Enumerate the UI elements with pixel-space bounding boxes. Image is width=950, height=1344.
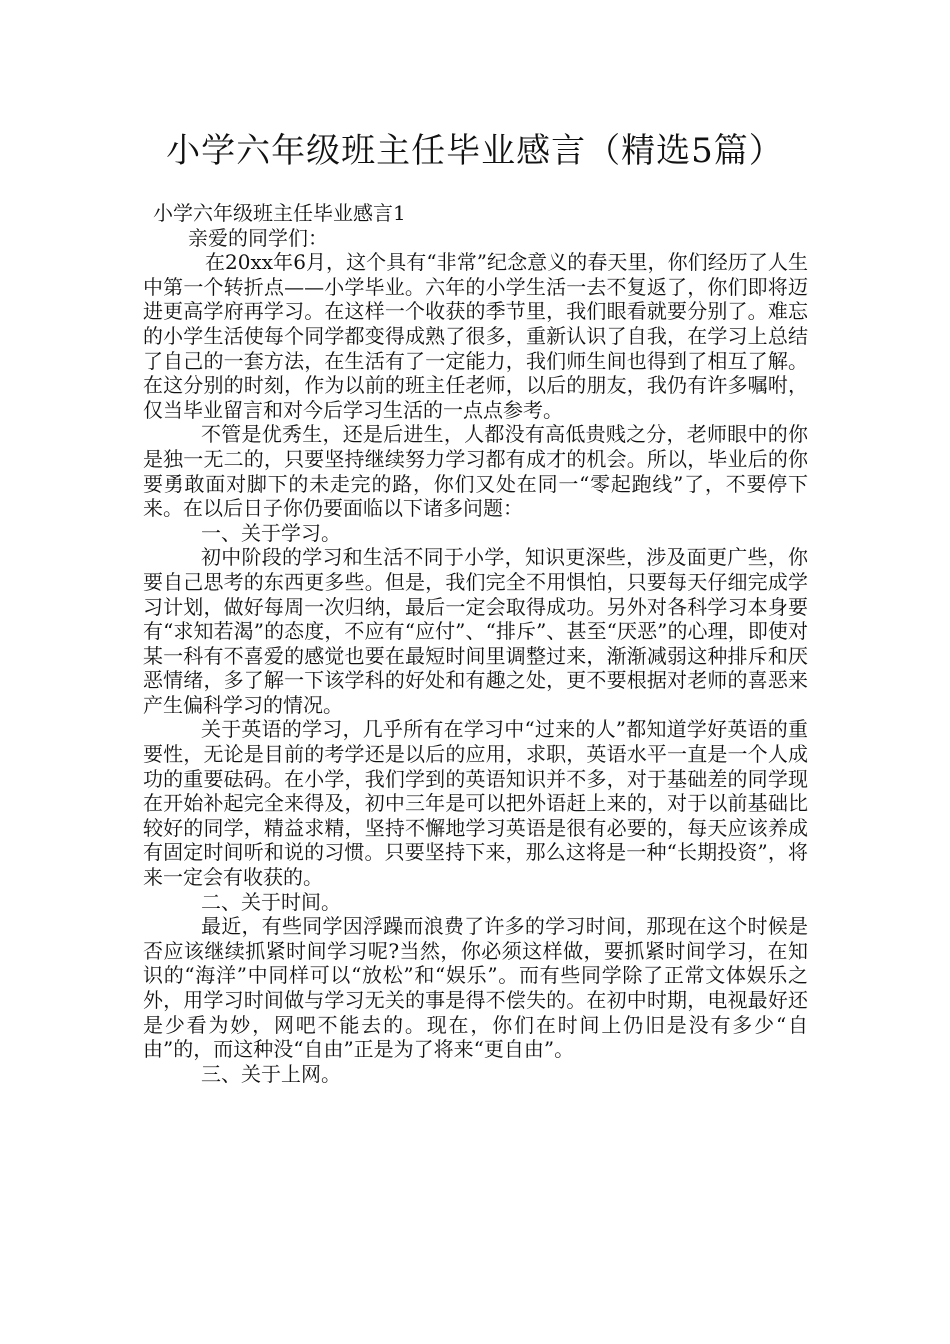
- body-paragraph: 关于英语的学习，几乎所有在学习中“过来的人”都知道学好英语的重要性，无论是目前的考学还是以后的应用，求职，英语水平一直是一个人成功的重要砝码。在小学，我们学到的英语知识并不多，对于基础差的同学现在开始补起完全来得及，初中三年是可以把外语赶上来的，对于以前基础比较好的同学，精益求精，坚持不懈地学习英语是很有必要的，每天应该养成有固定时间听和说的习惯。只要坚持下来，那么这将是一种“长期投资”，将来一定会有收获的。: [143, 717, 808, 890]
- section-heading-study: 一、关于学习。: [201, 520, 341, 545]
- document-title: 小学六年级班主任毕业感言（精选5篇）: [166, 131, 784, 171]
- body-paragraph: 初中阶段的学习和生活不同于小学，知识更深些，涉及面更广些，你要自己思考的东西更多些。但是，我们完全不用惧怕，只要每天仔细完成学习计划，做好每周一次归纳，最后一定会取得成功。另外对各科学习本身要有“求知若渴”的态度，不应有“应付”、“排斥”、甚至“厌恶”的心理，即使对某一科有不喜爱的感觉也要在最短时间里调整过来，渐渐减弱这种排斥和厌恶情绪，多了解一下该学科的好处和有趣之处，更不要根据对老师的喜恶来产生偏科学习的情况。: [143, 545, 808, 717]
- body-paragraph: 不管是优秀生，还是后进生，人都没有高低贵贱之分，老师眼中的你是独一无二的，只要坚持继续努力学习都有成才的机会。所以，毕业后的你要勇敢面对脚下的未走完的路，你们又处在同一“零起跑线”了，不要停下来。在以后日子你仍要面临以下诸多问题：: [143, 422, 808, 521]
- body-paragraph: 在20xx年6月，这个具有“非常”纪念意义的春天里，你们经历了人生中第一个转折点——小学毕业。六年的小学生活一去不复返了，你们即将迈进更高学府再学习。在这样一个收获的季节里，我们眼看就要分别了。难忘的小学生活使每个同学都变得成熟了很多，重新认识了自我，在学习上总结了自己的一套方法，在生活有了一定能力，我们师生间也得到了相互了解。在这分别的时刻，作为以前的班主任老师，以后的朋友，我仍有许多嘱咐，仅当毕业留言和对今后学习生活的一点点参考。: [143, 250, 808, 422]
- section-subtitle: 小学六年级班主任毕业感言1: [153, 201, 406, 225]
- salutation: 亲爱的同学们：: [188, 225, 328, 250]
- section-heading-time: 二、关于时间。: [201, 889, 341, 914]
- section-heading-internet: 三、关于上网。: [201, 1061, 341, 1086]
- body-paragraph: 最近，有些同学因浮躁而浪费了许多的学习时间，那现在这个时候是否应该继续抓紧时间学习呢?当然，你必须这样做，要抓紧时间学习，在知识的“海洋”中同样可以“放松”和“娱乐”。而有些同学除了正常文体娱乐之外，用学习时间做与学习无关的事是得不偿失的。在初中时期，电视最好还是少看为妙，网吧不能去的。现在，你们在时间上仍旧是没有多少“自由”的，而这种没“自由”正是为了将来“更自由”。: [143, 914, 808, 1062]
- document-body: [143, 201, 808, 1086]
